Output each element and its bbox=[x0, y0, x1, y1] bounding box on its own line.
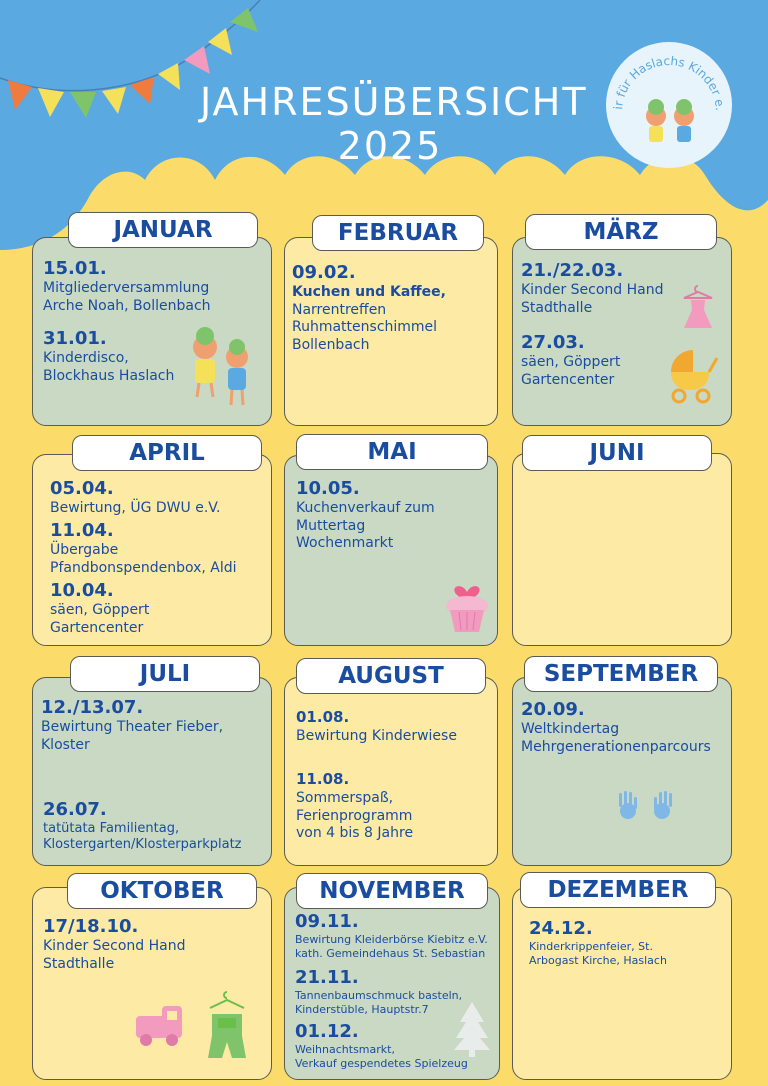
event-date: 31.01. bbox=[43, 328, 107, 349]
month-title-september: SEPTEMBER bbox=[524, 656, 718, 692]
event-date: 27.03. bbox=[521, 332, 585, 353]
event-entry bbox=[296, 478, 486, 553]
event-date: 17/18.10. bbox=[43, 916, 139, 937]
event-date: 26.07. bbox=[43, 799, 107, 820]
event-text: Tannenbaumschmuck basteln, Kinderstüble, Hauptstr.7 bbox=[295, 989, 463, 1016]
children-illustration-icon bbox=[185, 325, 257, 410]
event-date: 15.01. bbox=[43, 258, 107, 279]
event-date: 12./13.07. bbox=[41, 697, 144, 718]
event-text: Weihnachtsmarkt, Verkauf gespendetes Spielzeug bbox=[295, 1043, 468, 1070]
event-date: 21.11. bbox=[295, 967, 359, 988]
event-entry bbox=[292, 262, 492, 354]
event-text: Kinderkrippenfeier, St. Arbogast Kirche, Haslach bbox=[529, 940, 667, 967]
event-text: Übergabe Pfandbonspendenbox, Aldi bbox=[50, 542, 237, 576]
handprints-icon bbox=[614, 789, 680, 823]
svg-text:Wir für Haslachs Kinder e.V.: ir für Haslachs Kinder e. bbox=[611, 53, 728, 112]
event-text: Kinder Second Hand Stadthalle bbox=[521, 282, 664, 316]
event-date: 20.09. bbox=[521, 699, 585, 720]
event-date: 01.12. bbox=[295, 1021, 359, 1042]
toy-train-icon bbox=[132, 1000, 188, 1048]
event-entry bbox=[50, 520, 265, 577]
event-entry bbox=[295, 911, 497, 961]
event-entry bbox=[41, 697, 266, 754]
event-text: Kinder Second Hand Stadthalle bbox=[43, 938, 186, 972]
christmas-tree-icon bbox=[452, 1000, 492, 1058]
event-text: Mitgliederversammlung Arche Noah, Bollenbach bbox=[43, 280, 211, 314]
event-entry bbox=[43, 799, 268, 853]
event-date: 21./22.03. bbox=[521, 260, 624, 281]
event-entry bbox=[521, 699, 726, 756]
month-title-october: OKTOBER bbox=[67, 873, 257, 909]
event-entry bbox=[529, 918, 724, 968]
baby-overalls-icon bbox=[200, 990, 254, 1062]
event-date: 01.08. bbox=[296, 708, 350, 726]
month-title-may: MAI bbox=[296, 434, 488, 470]
event-date: 24.12. bbox=[529, 918, 593, 939]
event-text: säen, Göppert Gartencenter bbox=[521, 354, 621, 388]
event-entry bbox=[296, 706, 491, 746]
event-text-bold: Kuchen und Kaffee, bbox=[292, 284, 446, 300]
month-title-august: AUGUST bbox=[296, 658, 486, 694]
month-card-june bbox=[512, 453, 732, 646]
event-date: 11.04. bbox=[50, 520, 114, 541]
month-title-january: JANUAR bbox=[68, 212, 258, 248]
event-entry bbox=[43, 916, 258, 973]
month-title-november: NOVEMBER bbox=[296, 873, 488, 909]
event-date: 10.04. bbox=[50, 580, 114, 601]
event-text: säen, Göppert Gartencenter bbox=[50, 602, 150, 636]
event-entry bbox=[50, 580, 265, 637]
event-entry bbox=[43, 328, 203, 385]
month-title-april: APRIL bbox=[72, 435, 262, 471]
month-title-june: JUNI bbox=[522, 435, 712, 471]
event-text: Bewirtung Theater Fieber, Kloster bbox=[41, 719, 224, 753]
event-text: Weltkindertag Mehrgenerationenparcours bbox=[521, 721, 711, 755]
event-entry bbox=[521, 332, 681, 389]
dress-icon bbox=[680, 284, 716, 332]
event-entry bbox=[50, 478, 265, 518]
event-date: 11.08. bbox=[296, 770, 350, 788]
event-text: Narrentreffen Ruhmattenschimmel Bollenbach bbox=[292, 301, 438, 353]
stroller-icon bbox=[665, 346, 721, 404]
month-title-february: FEBRUAR bbox=[312, 215, 484, 251]
event-date: 05.04. bbox=[50, 478, 114, 499]
event-text: Kuchenverkauf zum Muttertag Wochenmarkt bbox=[296, 500, 435, 551]
event-date: 09.02. bbox=[292, 262, 356, 283]
association-logo bbox=[604, 40, 734, 170]
event-entry bbox=[43, 258, 263, 315]
event-date: 10.05. bbox=[296, 478, 360, 499]
event-text: tatütata Familientag, Klostergarten/Klosterparkplatz bbox=[43, 821, 242, 852]
page-title: JAHRESÜBERSICHT 2025 bbox=[200, 80, 588, 168]
event-date: 09.11. bbox=[295, 911, 359, 932]
event-text: Bewirtung, ÜG DWU e.V. bbox=[50, 500, 221, 516]
cupcake-icon bbox=[442, 574, 492, 634]
event-text: Bewirtung Kinderwiese bbox=[296, 728, 457, 744]
month-title-march: MÄRZ bbox=[525, 214, 717, 250]
event-entry bbox=[296, 768, 491, 843]
month-title-july: JULI bbox=[70, 656, 260, 692]
month-title-december: DEZEMBER bbox=[520, 872, 716, 908]
event-text: Kinderdisco, Blockhaus Haslach bbox=[43, 350, 175, 384]
event-text: Sommerspaß, Ferienprogramm von 4 bis 8 Jahre bbox=[296, 790, 414, 841]
month-card-december bbox=[512, 887, 732, 1080]
event-text: Bewirtung Kleiderbörse Kiebitz e.V. kath. Gemeindehaus St. Sebastian bbox=[295, 933, 488, 960]
